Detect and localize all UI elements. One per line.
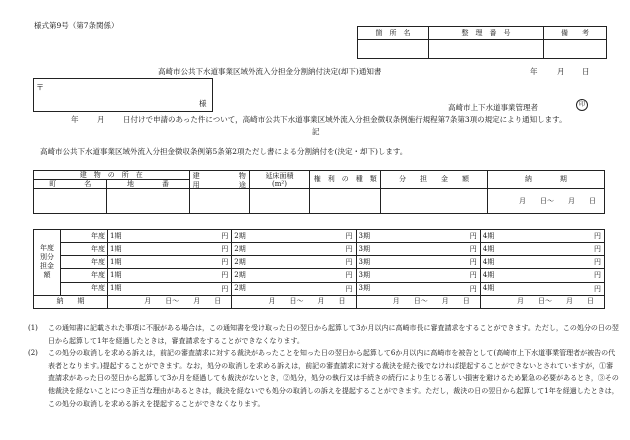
- application-text: 日付けで申請のあった件について，高崎市公共下水道事業区域外流入分担金徴収条例施行規程第7条第3項の規定により通知します。: [123, 115, 567, 124]
- period-label: 1期: [110, 231, 122, 240]
- installment-period-cell[interactable]: [108, 230, 232, 243]
- nouki-range-cell[interactable]: 月 日～ 月 日: [232, 295, 356, 308]
- floor-area-unit: (m²): [272, 179, 287, 188]
- yen-label: 円: [594, 284, 601, 293]
- remarks-header: 備 考: [544, 27, 607, 40]
- yen-label: 円: [469, 232, 477, 240]
- side-label-line: 額: [43, 271, 51, 280]
- location-header: 建 物 の 所 在: [34, 171, 190, 180]
- installment-period-cell[interactable]: [232, 256, 356, 269]
- right-type-header: 権 利 の 種 類: [310, 171, 381, 189]
- installment-period-cell[interactable]: [480, 282, 604, 295]
- period-label: 3期: [358, 284, 370, 293]
- note-1: [28, 322, 620, 347]
- period-label: 2期: [234, 257, 246, 266]
- period-label: 2期: [234, 231, 246, 240]
- side-label-line: 別分: [40, 253, 54, 262]
- reference-box: [357, 26, 607, 59]
- nendo-cell[interactable]: 年度: [61, 282, 108, 295]
- amount-header: 分 担 金 額: [381, 171, 487, 189]
- period-label: 1期: [110, 244, 122, 253]
- property-table: [33, 170, 605, 214]
- nouki-range-cell[interactable]: 月 日～ 月 日: [480, 295, 604, 308]
- date-month: 月: [557, 67, 565, 76]
- side-label-line: 年度: [40, 244, 54, 253]
- nendo-cell[interactable]: 年度: [61, 256, 108, 269]
- period-label: 4期: [482, 284, 495, 293]
- period-label: 3期: [358, 257, 370, 266]
- floor-area-label: 延床面積: [265, 171, 294, 180]
- usage-bottom: 途: [238, 181, 246, 189]
- yen-label: 円: [345, 232, 353, 240]
- remarks-cell[interactable]: [544, 40, 607, 59]
- installment-period-cell[interactable]: [108, 243, 232, 256]
- period-label: 1期: [110, 271, 122, 280]
- nouki-range-cell[interactable]: 月 日～ 月 日: [108, 295, 232, 308]
- note-2-text: この処分の取消しを求める訴えは，前記の審査請求に対する裁決があったことを知った日の翌日から起算して6か月以内に高崎市を被告として(高崎市上下水道事業管理者が被告の代表者となります。)提起することができます。なお，処分の取消しを求める訴えは，前記の審査請求に対する裁決を経た後でなければ提起することができないとされていますが，①審査請求があった日の翌日から起算して3か月を経過しても裁決がないとき，②処分，処分の執行又は手続きの続行により生じる著しい損害を避けるため緊急の必要があるとき，③その他裁決を経ないことにつき正当な理由があるときは，裁決を経ないでも処分の取消しの訴えを提起することができます。ただし，裁決の日の翌日から起算して1年を経過したときは，この処分の取消しを求める訴えを提起することができなくなります。: [48, 349, 619, 408]
- yen-label: 円: [594, 271, 601, 280]
- address-box[interactable]: [33, 78, 213, 112]
- installment-period-cell[interactable]: [356, 243, 480, 256]
- period-label: 2期: [234, 284, 246, 293]
- note-2: [28, 347, 620, 410]
- installment-table: [33, 229, 605, 309]
- installment-period-cell[interactable]: [108, 282, 232, 295]
- yen-label: 円: [345, 258, 353, 267]
- nouki-row: [34, 295, 605, 308]
- period-label: 4期: [482, 244, 495, 253]
- side-label-line: 担金: [40, 262, 54, 271]
- decision-line: 高崎市公共下水道事業区域外流入分担金徴収条例第5条第2項ただし書による分割納付を(決定・却下)します。: [40, 147, 408, 156]
- installment-period-cell[interactable]: [356, 282, 480, 295]
- period-label: 1期: [110, 257, 122, 266]
- period-label: 3期: [358, 244, 370, 253]
- yen-label: 円: [345, 271, 353, 280]
- lot-header: 地 番: [107, 180, 189, 189]
- location-name-header: 箇 所 名: [358, 27, 429, 40]
- installment-period-cell[interactable]: [480, 243, 604, 256]
- period-label: 1期: [110, 284, 122, 293]
- period-label: 4期: [482, 271, 495, 280]
- right-type-cell[interactable]: [310, 189, 381, 214]
- floor-area-header: [249, 171, 309, 189]
- note-2-number: (2): [28, 349, 38, 358]
- period-label: 4期: [482, 231, 495, 240]
- seal-icon: 印: [576, 99, 588, 111]
- installment-period-cell[interactable]: [480, 269, 604, 282]
- building-bottom: 用: [192, 181, 200, 189]
- reference-number-header: 整 理 番 号: [429, 27, 544, 40]
- yen-label: 円: [469, 284, 477, 293]
- period-label: 3期: [358, 231, 370, 240]
- yen-label: 円: [221, 245, 229, 254]
- yen-label: 円: [221, 284, 229, 293]
- amount-cell[interactable]: [381, 189, 487, 214]
- installment-period-cell[interactable]: [232, 269, 356, 282]
- nendo-cell[interactable]: 年度: [61, 269, 108, 282]
- date-year: 年: [530, 67, 538, 76]
- town-header: 町 名: [34, 180, 107, 189]
- installment-period-cell[interactable]: [356, 269, 480, 282]
- yen-label: 円: [221, 258, 229, 267]
- installment-period-cell[interactable]: [480, 230, 604, 243]
- payment-period-cell[interactable]: 月 日～ 月 日: [487, 189, 604, 214]
- yen-label: 円: [221, 232, 229, 240]
- building-usage-header: [189, 171, 249, 189]
- yen-label: 円: [594, 245, 601, 254]
- date-day: 日: [582, 67, 590, 76]
- installment-period-cell[interactable]: [108, 269, 232, 282]
- period-label: 3期: [358, 271, 370, 280]
- installment-row: [34, 269, 605, 282]
- notes: [28, 322, 620, 410]
- usage-top: 物: [238, 172, 246, 180]
- yen-label: 円: [594, 232, 601, 240]
- form-number: 様式第9号（第7条関係）: [34, 21, 119, 30]
- yen-label: 円: [594, 258, 601, 267]
- yen-label: 円: [221, 271, 229, 280]
- location-name-cell[interactable]: [358, 40, 429, 59]
- yen-label: 円: [345, 245, 353, 254]
- installment-row: [34, 230, 605, 243]
- yen-label: 円: [469, 245, 477, 254]
- payment-period-header: 納 期: [487, 171, 604, 189]
- building-top: 建: [192, 172, 200, 180]
- period-label: 2期: [234, 271, 246, 280]
- installment-side-label: [34, 230, 61, 296]
- nendo-cell[interactable]: 年度: [61, 243, 108, 256]
- installment-period-cell[interactable]: [108, 256, 232, 269]
- installment-row: [34, 282, 605, 295]
- period-label: 4期: [482, 257, 495, 266]
- application-month: 月: [97, 115, 105, 124]
- yen-label: 円: [345, 284, 353, 293]
- lot-cell[interactable]: [107, 189, 189, 214]
- town-cell[interactable]: [34, 189, 107, 214]
- application-year: 年: [71, 115, 79, 124]
- note-1-number: (1): [28, 324, 38, 332]
- yen-label: 円: [469, 258, 477, 267]
- installment-period-cell[interactable]: [480, 256, 604, 269]
- period-label: 2期: [234, 244, 246, 253]
- usage-cell[interactable]: [189, 189, 249, 214]
- postal-mark: 〒: [36, 83, 44, 92]
- floor-area-cell[interactable]: [249, 189, 309, 214]
- installment-period-cell[interactable]: [232, 243, 356, 256]
- issuer-name: 高崎市上下水道事業管理者: [448, 103, 538, 112]
- yen-label: 円: [469, 271, 477, 280]
- nendo-cell[interactable]: 年度: [61, 230, 108, 243]
- reference-number-cell[interactable]: [429, 40, 544, 59]
- installment-row: [34, 256, 605, 269]
- ki-heading: 記: [312, 127, 320, 136]
- installment-period-cell[interactable]: [356, 256, 480, 269]
- installment-period-cell[interactable]: [356, 230, 480, 243]
- nouki-range-cell[interactable]: 月 日～ 月 日: [356, 295, 480, 308]
- installment-period-cell[interactable]: [232, 230, 356, 243]
- note-1-text: この通知書に記載された事項に不服がある場合は，この通知書を受け取った日の翌日から起算して3か月以内に高崎市長に審査請求をすることができます。ただし，この処分の日の翌日から起算して1年を経過したときは，審査請求をすることができなくなります。: [48, 324, 619, 345]
- honorific: 様: [199, 99, 207, 108]
- nouki-label: 納 期: [34, 295, 108, 308]
- installment-row: [34, 243, 605, 256]
- installment-period-cell[interactable]: [232, 282, 356, 295]
- document-title: 高崎市公共下水道事業区域外流入分担金分割納付決定(却下)通知書: [158, 67, 382, 76]
